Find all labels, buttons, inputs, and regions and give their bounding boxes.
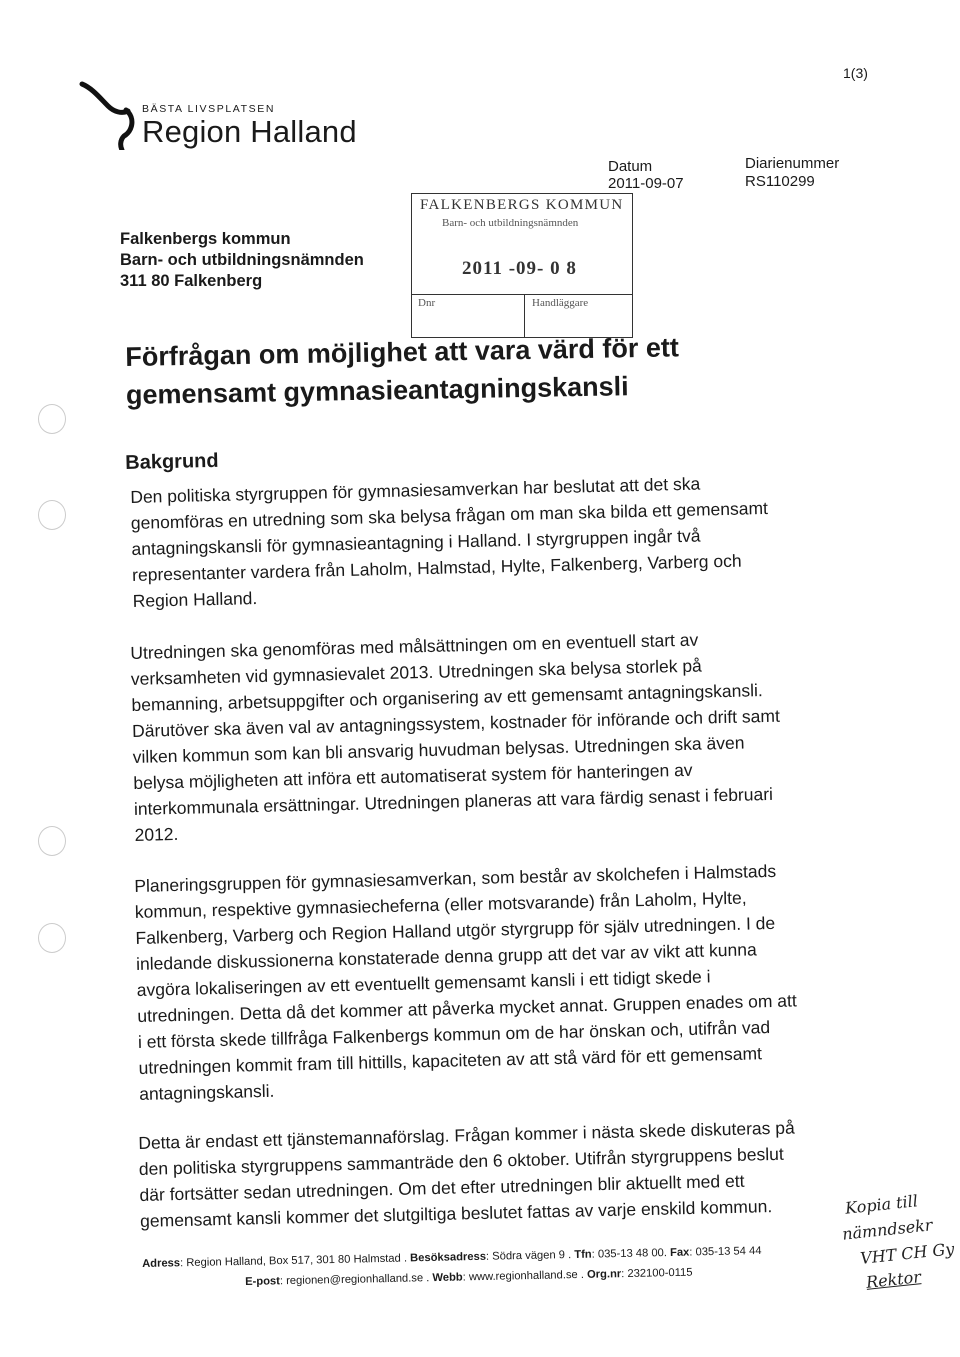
text-line: i ett första skede tillfråga Falkenbergs kommun om de har önskan och, utifrån vad xyxy=(137,1017,771,1052)
text-line: Detta är endast ett tjänstemannaförslag. Frågan kommer i nästa skede diskuteras på xyxy=(138,1117,795,1153)
date-label: Datum xyxy=(608,158,653,175)
logo-name: Region Halland xyxy=(142,114,357,149)
recipient-address xyxy=(120,229,364,292)
text-line: bemanning, arbetsuppgifter och organisering av ett gemensamt antagningskansli. xyxy=(131,680,763,715)
logo-tagline: BÄSTA LIVSPLATSEN xyxy=(142,103,276,115)
title-line: Förfrågan om möjlighet att vara värd för ett xyxy=(125,332,680,372)
footer-adress-value: : Region Halland, Box 517, 301 80 Halmstad . xyxy=(179,1252,408,1270)
footer-tfn-label: Tfn xyxy=(574,1248,592,1261)
punch-hole-3 xyxy=(38,826,66,856)
text-line: belysa möjligheten att införa ett automatiserat system för hanteringen av xyxy=(133,759,693,793)
received-stamp xyxy=(411,193,633,338)
handwritten-note: Rektor xyxy=(865,1267,922,1292)
text-line: utredningen. Detta då det kommer att påverka mycket annat. Gruppen enades om att xyxy=(137,990,797,1026)
text-line: representanter vardera från Laholm, Halmstad, Hylte, Falkenberg, Varberg och xyxy=(131,550,742,585)
footer-epost-label: E-post xyxy=(245,1275,281,1288)
text-line: vilken kommun som kan bli ansvarig huvudman belysas. Utredningen ska även xyxy=(132,732,745,767)
text-line: Därutöver ska även val av antagningssystem, kostnader för införande och drift samt xyxy=(131,705,781,741)
stamp-dnr-label: Dnr xyxy=(418,297,436,309)
text-line: antagningskansli för gymnasieantagning i Halland. I styrgruppen ingår två xyxy=(131,525,701,559)
paragraph-3 xyxy=(134,857,799,1106)
text-line: 2012. xyxy=(134,823,179,845)
punch-hole-2 xyxy=(38,500,66,530)
text-line: verksamheten vid gymnasievalet 2013. Utredningen ska belysa storlek på xyxy=(130,655,703,689)
diary-label: Diarienummer xyxy=(745,155,840,172)
stamp-organisation: FALKENBERGS KOMMUN xyxy=(420,197,624,213)
footer-webb-value: : www.regionhalland.se . xyxy=(462,1268,585,1284)
punch-hole-1 xyxy=(38,404,66,434)
page-number: 1(3) xyxy=(843,65,868,81)
text-line: Falkenberg, Varberg och Region Halland utgör styrgrupp för själv utredningen. I de xyxy=(135,912,776,948)
region-halland-logo-icon xyxy=(78,74,140,150)
paragraph-1 xyxy=(130,469,770,614)
document-title xyxy=(125,328,680,414)
stamp-handler-label: Handläggare xyxy=(532,297,589,309)
text-line: antagningskansli. xyxy=(138,1080,275,1104)
footer-fax-value: : 035-13 54 44 xyxy=(689,1245,762,1259)
footer-epost-value: : regionen@regionhalland.se . xyxy=(279,1272,430,1288)
punch-hole-4 xyxy=(38,923,66,953)
stamp-date: 2011 -09- 0 8 xyxy=(462,258,577,279)
footer-fax-label: Fax xyxy=(669,1246,690,1259)
footer-besok-label: Besöksadress xyxy=(409,1250,487,1265)
title-line: gemensamt gymnasieantagningskansli xyxy=(125,371,629,410)
footer-orgnr-label: Org.nr xyxy=(586,1268,622,1281)
text-line: Utredningen ska genomföras med målsättningen om en eventuell start av xyxy=(130,629,699,663)
text-line: interkommunala ersättningar. Utredningen planeras att vara färdig senast i februari xyxy=(133,783,774,819)
date-value: 2011-09-07 xyxy=(608,175,684,192)
text-line: den politiska styrgruppens sammanträde den 6 oktober. Utifrån styrgruppens beslut xyxy=(138,1143,784,1179)
stamp-divider xyxy=(412,294,632,295)
text-line: där fortsätter sedan utredningen. Om det efter utredningen blir aktuellt med ett xyxy=(139,1170,745,1205)
text-line: gemensamt kansli kommer det slutgiltiga beslutet fattas av varje enskild kommun. xyxy=(139,1196,773,1231)
paragraph-4 xyxy=(138,1115,797,1234)
handwritten-note: nämndsekr xyxy=(841,1215,934,1244)
recipient-line: 311 80 Falkenberg xyxy=(120,272,263,290)
diary-value: RS110299 xyxy=(745,173,815,190)
handwritten-note: Kopia till xyxy=(844,1191,919,1218)
text-line: Den politiska styrgruppen för gymnasiesamverkan har beslutat att det ska xyxy=(130,473,701,507)
text-line: utredningen kommit fram till hittills, kapaciteten av att stå värd för ett gemensamt xyxy=(138,1043,763,1078)
footer-adress-label: Adress xyxy=(142,1257,181,1270)
stamp-department: Barn- och utbildningsnämnden xyxy=(442,217,579,229)
recipient-line: Barn- och utbildningsnämnden xyxy=(120,251,364,269)
recipient-line: Falkenbergs kommun xyxy=(120,230,291,248)
footer-orgnr-value: : 232100-0115 xyxy=(621,1266,693,1281)
text-line: avgöra lokaliseringen av ett eventuellt gemensamt kansli i ett tidigt skede i xyxy=(136,966,711,1000)
section-heading: Bakgrund xyxy=(125,449,219,474)
handwritten-note: VHT CH Gy xyxy=(859,1239,956,1268)
text-line: Planeringsgruppen för gymnasiesamverkan, som består av skolchefen i Halmstads xyxy=(134,860,777,896)
footer-line-2 xyxy=(245,1267,693,1288)
paragraph-2 xyxy=(130,625,783,848)
text-line: Region Halland. xyxy=(132,588,258,611)
footer-besok-value: : Södra vägen 9 . xyxy=(485,1249,572,1263)
text-line: kommun, respektive gymnasiecheferna (eller motsvarande) från Laholm, Hylte, xyxy=(134,887,747,922)
footer-tfn-value: : 035-13 48 00. xyxy=(591,1247,668,1261)
footer-webb-label: Webb xyxy=(432,1271,463,1285)
text-line: genomföras en utredning som ska belysa frågan om man ska bilda ett gemensamt xyxy=(130,497,769,533)
text-line: inledande diskussionerna konstaterade denna grupp att det var av vikt att kunna xyxy=(135,939,757,974)
